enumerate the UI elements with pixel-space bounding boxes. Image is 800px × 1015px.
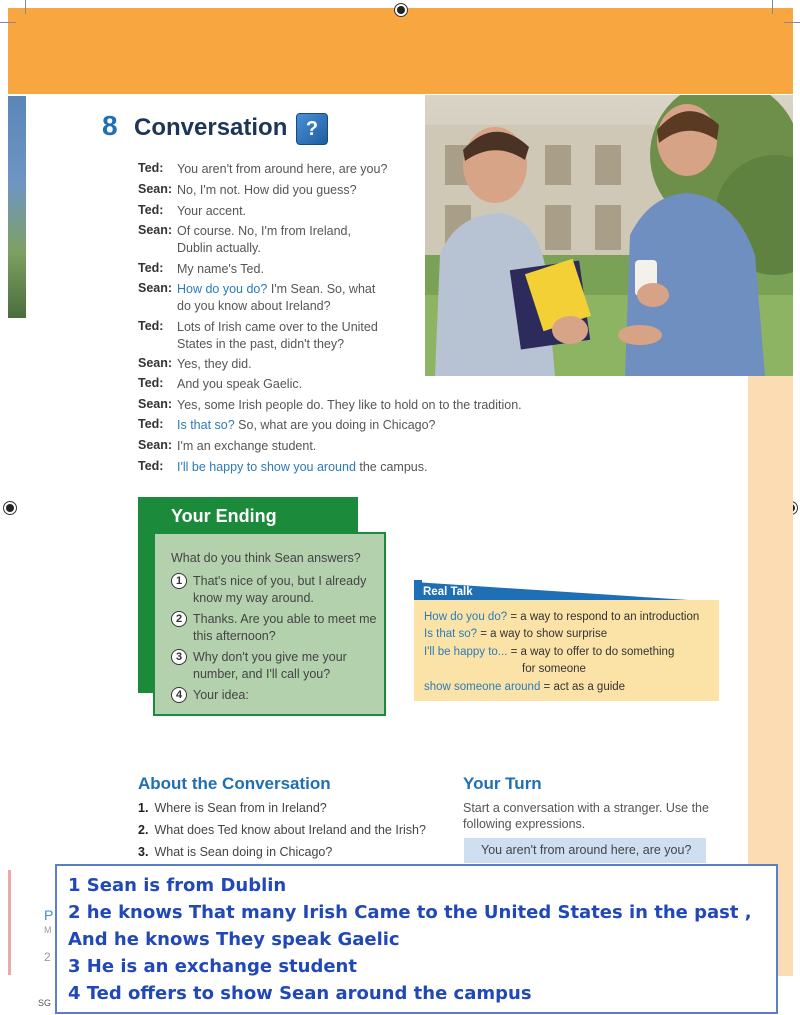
option-number: 4: [171, 687, 187, 703]
speaker-name: Sean:: [138, 438, 173, 452]
top-color-band: [8, 8, 793, 94]
option-number: 3: [171, 649, 187, 665]
option-number: 2: [171, 611, 187, 627]
real-talk-item: I'll be happy to... = a way to offer to do something: [424, 646, 675, 658]
speaker-name: Sean:: [138, 281, 173, 295]
ending-option[interactable]: [171, 649, 378, 683]
utterance: I'm an exchange student.: [177, 439, 317, 453]
footer-fragment: P: [44, 907, 54, 923]
answer-line: 1 Sean is from Dublin: [68, 875, 287, 896]
utterance: No, I'm not. How did you guess?: [177, 183, 357, 197]
speaker-name: Ted:: [138, 261, 164, 275]
about-question: 2. What does Ted know about Ireland and the Irish?: [138, 823, 426, 837]
real-talk-item: How do you do? = a way to respond to an introduction: [424, 611, 700, 623]
expression-text: You aren't from around here, are you?: [481, 843, 692, 857]
option-text: Thanks. Are you able to meet me this afternoon?: [193, 612, 377, 643]
speaker-name: Sean:: [138, 223, 173, 237]
option-number: 1: [171, 573, 187, 589]
speaker-name: Ted:: [138, 417, 164, 431]
highlight-phrase: Is that so?: [177, 418, 235, 432]
your-ending-title: Your Ending: [171, 506, 277, 526]
ending-option[interactable]: [171, 687, 378, 704]
crop-mark: [772, 0, 773, 14]
speaker-name: Ted:: [138, 203, 164, 217]
speaker-name: Sean:: [138, 356, 173, 370]
about-heading: About the Conversation: [138, 774, 331, 793]
utterance: And you speak Gaelic.: [177, 377, 303, 391]
utterance: Yes, some Irish people do. They like to hold on to the tradition.: [177, 398, 522, 412]
utterance: Your accent.: [177, 204, 247, 218]
real-talk-title: Real Talk: [423, 586, 473, 598]
speaker-name: Ted:: [138, 376, 164, 390]
option-text: Why don't you give me your number, and I'll call you?: [193, 650, 347, 681]
speaker-name: Ted:: [138, 319, 164, 333]
real-talk-item: Is that so? = a way to show surprise: [424, 628, 608, 640]
speaker-name: Sean:: [138, 182, 173, 196]
registration-mark-icon: [3, 501, 17, 515]
ending-option[interactable]: [171, 611, 378, 645]
real-talk-item: for someone: [522, 663, 586, 675]
audio-question-icon[interactable]: ?: [296, 113, 328, 145]
answer-line: 4 Ted offers to show Sean around the campus: [68, 983, 532, 1004]
left-edge-mark: [8, 870, 11, 975]
crop-mark: [25, 0, 26, 14]
left-photo-strip: [8, 96, 26, 318]
footer-fragment: M: [44, 925, 52, 935]
crop-mark: [784, 22, 800, 23]
option-text: Your idea:: [193, 688, 249, 702]
speaker-name: Ted:: [138, 161, 164, 175]
utterance: I'll be happy to show you around the campus.: [177, 460, 428, 474]
speaker-name: Ted:: [138, 459, 164, 473]
section-number: 8: [102, 110, 118, 141]
your-turn-instructions: Start a conversation with a stranger. Use the following expressions.: [463, 801, 709, 831]
ending-option[interactable]: [171, 573, 378, 607]
answer-line: 3 He is an exchange student: [68, 956, 357, 977]
utterance: Yes, they did.: [177, 357, 252, 371]
utterance: You aren't from around here, are you?: [177, 162, 388, 176]
about-question: 1. Where is Sean from in Ireland?: [138, 801, 327, 815]
utterance: My name's Ted.: [177, 262, 264, 276]
speaker-name: Sean:: [138, 397, 173, 411]
footer-fragment: 2: [44, 950, 51, 964]
registration-mark-icon: [394, 3, 408, 17]
utterance: Is that so? So, what are you doing in Chicago?: [177, 418, 436, 432]
your-turn-heading: Your Turn: [463, 774, 542, 793]
option-text: That's nice of you, but I already know my way around.: [193, 574, 367, 605]
section-title: Conversation: [134, 114, 288, 141]
utterance: How do you do? I'm Sean. So, what do you know about Ireland?: [177, 282, 376, 313]
real-talk-item: show someone around = act as a guide: [424, 681, 626, 693]
about-question: 3. What is Sean doing in Chicago?: [138, 845, 333, 859]
answer-line: 2 he knows That many Irish Came to the United States in the past , And he knows They speak Gaelic: [68, 902, 752, 950]
students-photo: [425, 95, 793, 376]
utterance: Lots of Irish came over to the United States in the past, didn't they?: [177, 320, 378, 351]
crop-mark: [0, 22, 16, 23]
highlight-phrase: How do you do?: [177, 282, 268, 296]
your-ending-question: What do you think Sean answers?: [171, 551, 361, 565]
utterance: Of course. No, I'm from Ireland, Dublin actually.: [177, 224, 351, 255]
footer-fragment: SG: [38, 998, 52, 1008]
highlight-phrase: I'll be happy to show you around: [177, 460, 356, 474]
